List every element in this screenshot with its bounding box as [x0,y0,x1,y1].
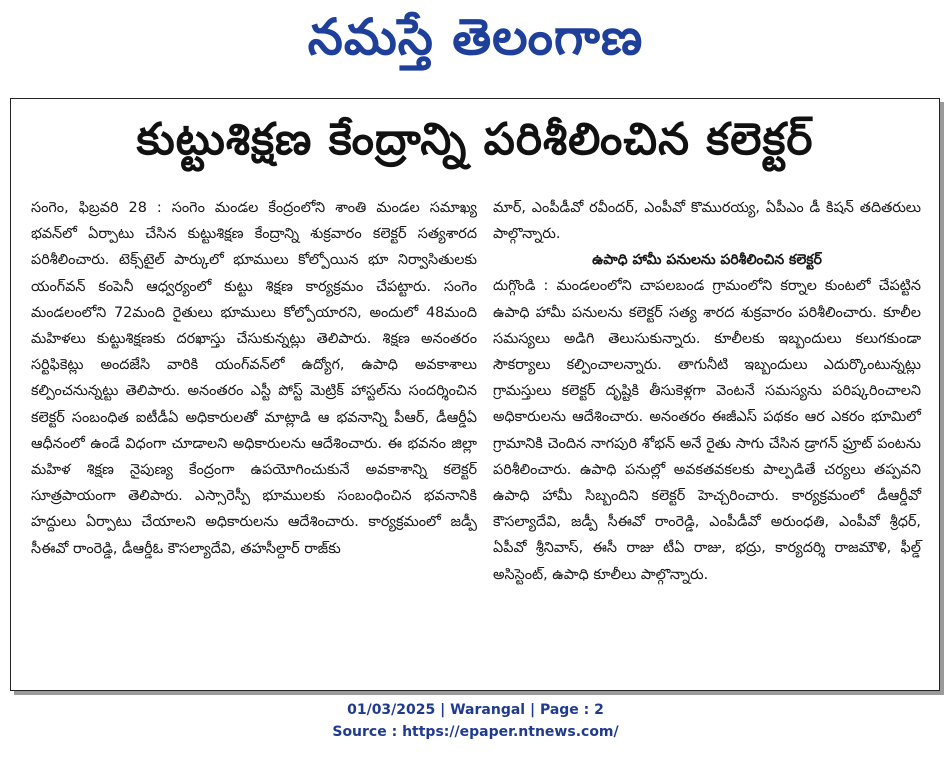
article-left-column [31,195,477,562]
masthead [0,0,951,80]
date-edition-page: 01/03/2025 | Warangal | Page : 2 [347,702,604,718]
article-body-right-bottom: దుగ్గొండి : మండలంలోని చాపలబండ గ్రామంలోని కర్నాల కుంటలో చేపట్టిన ఉపాధి హామీ పనులను కలెక్టర్ సత్య శారద శుక్రవారం పరిశీలించారు. కూలీల సమస్యలు అడిగి తెలుసుకున్నారు. కూలీలకు ఇబ్బందులు కలుగకుండా సౌకర్యాలు కల్పించాలన్నారు. తాగునీటి ఇబ్బందులు ఎదుర్కొంటున్నట్లు గ్రామస్తులు కలెక్టర్ దృష్టికి తీసుకెళ్లగా వెంటనే సమస్యను పరిష్కరించాలని అధికారులను ఆదేశించారు. అనంతరం ఈజీఎస్ పథకం ఆర ఎకరం భూమిలో గ్రామానికి చెందిన నాగపురి శోభన్ అనే రైతు సాగు చేసిన డ్రాగన్ ఫ్రూట్ పంటను పరిశీలించారు. ఉపాధి పనుల్లో అవకతవకలకు పాల్పడితే చర్యలు తప్పవని ఉపాధి హామీ సిబ్బందిని కలెక్టర్ హెచ్చరించారు. కార్యక్రమంలో డీఆర్డీవో కౌసల్యాదేవి, జడ్పీ సీఈవో రాంరెడ్డి, ఎంపీడీవో అరుంధతి, ఎంపీవో శ్రీధర్, ఏపీవో శ్రీనివాస్, ఈసీ రాజు టీఏ రాజు, భద్రు, కార్యదర్శి రాజమౌళి, ఫీల్డ్ అసిస్టెంట్, ఉపాధి కూలీలు పాల్గొన్నారు. [493,278,921,583]
source-footer [0,699,951,743]
article-subheading: ఉపాధి హామీ పనులను పరిశీలించిన కలెక్టర్ [592,252,822,269]
article-headline: కుట్టుశిక్షణ కేంద్రాన్ని పరిశీలించిన కలెక్టర్ [136,114,814,165]
article-body-left: సంగెం, ఫిబ్రవరి 28 : సంగెం మండల కేంద్రంలోని శాంతి మండల సమాఖ్య భవన్‌లో ఏర్పాటు చేసిన కుట్టుశిక్షణ కేంద్రాన్ని శుక్రవారం కలెక్టర్ సత్యశారద పరిశీలించారు. టెక్స్‌టైల్ పార్కులో భూములు కోల్పోయిన భూ నిర్వాసితులకు యంగ్‌వన్ కంపెనీ ఆధ్వర్యంలో కుట్టు శిక్షణ కార్యక్రమం చేపట్టారు. సంగెం మండలంలోని 72మంది రైతులు భూములు కోల్పోయారని, అందులో 48మంది మహిళలు కుట్టుశిక్షణకు దరఖాస్తు చేసుకున్నట్లు తెలిపారు. శిక్షణ అనంతరం సర్టిఫికెట్లు అందజేసి వారికి యంగ్‌వన్‌లో ఉద్యోగ, ఉపాధి అవకాశాలు కల్పించనున్నట్టు తెలిపారు. అనంతరం ఎస్టీ పోస్ట్ మెట్రిక్ హాస్టల్‌ను సందర్శించిన కలెక్టర్ సంబంధిత ఐటీడీఏ అధికారులతో మాట్లాడి ఆ భవనాన్ని పీఆర్, డీఆర్డీఏ ఆధీనంలో ఉండే విధంగా చూడాలని అధికారులను ఆదేశించారు. ఈ భవనం జిల్లా మహిళ శిక్షణ నైపుణ్య కేంద్రంగా ఉపయోగించుకునే అవకాశాన్ని కలెక్టర్ సూత్రపాయంగా తెలిపారు. ఎస్సారెస్పీ భూములకు సంబంధించిన భవనానికి హద్దులు ఏర్పాటు చేయాలని అధికారులను ఆదేశించారు. కార్యక్రమంలో జడ్పీ సీఈవో రాంరెడ్డి, డీఆర్డీఓ కౌసల్యాదేవి, తహసీల్దార్ రాజ్‌కు [31,200,477,557]
newspaper-logo: నమస్తే తెలంగాణ [307,8,644,66]
article-body-right-top: మార్, ఎంపీడీవో రవీందర్, ఎంపీవో కొమురయ్య, ఏపీఎం డీ కిషన్ తదితరులు పాల్గొన్నారు. [493,200,921,243]
source-url: Source : https://epaper.ntnews.com/ [332,724,619,740]
news-clipping [10,98,940,691]
article-right-column [493,195,921,588]
